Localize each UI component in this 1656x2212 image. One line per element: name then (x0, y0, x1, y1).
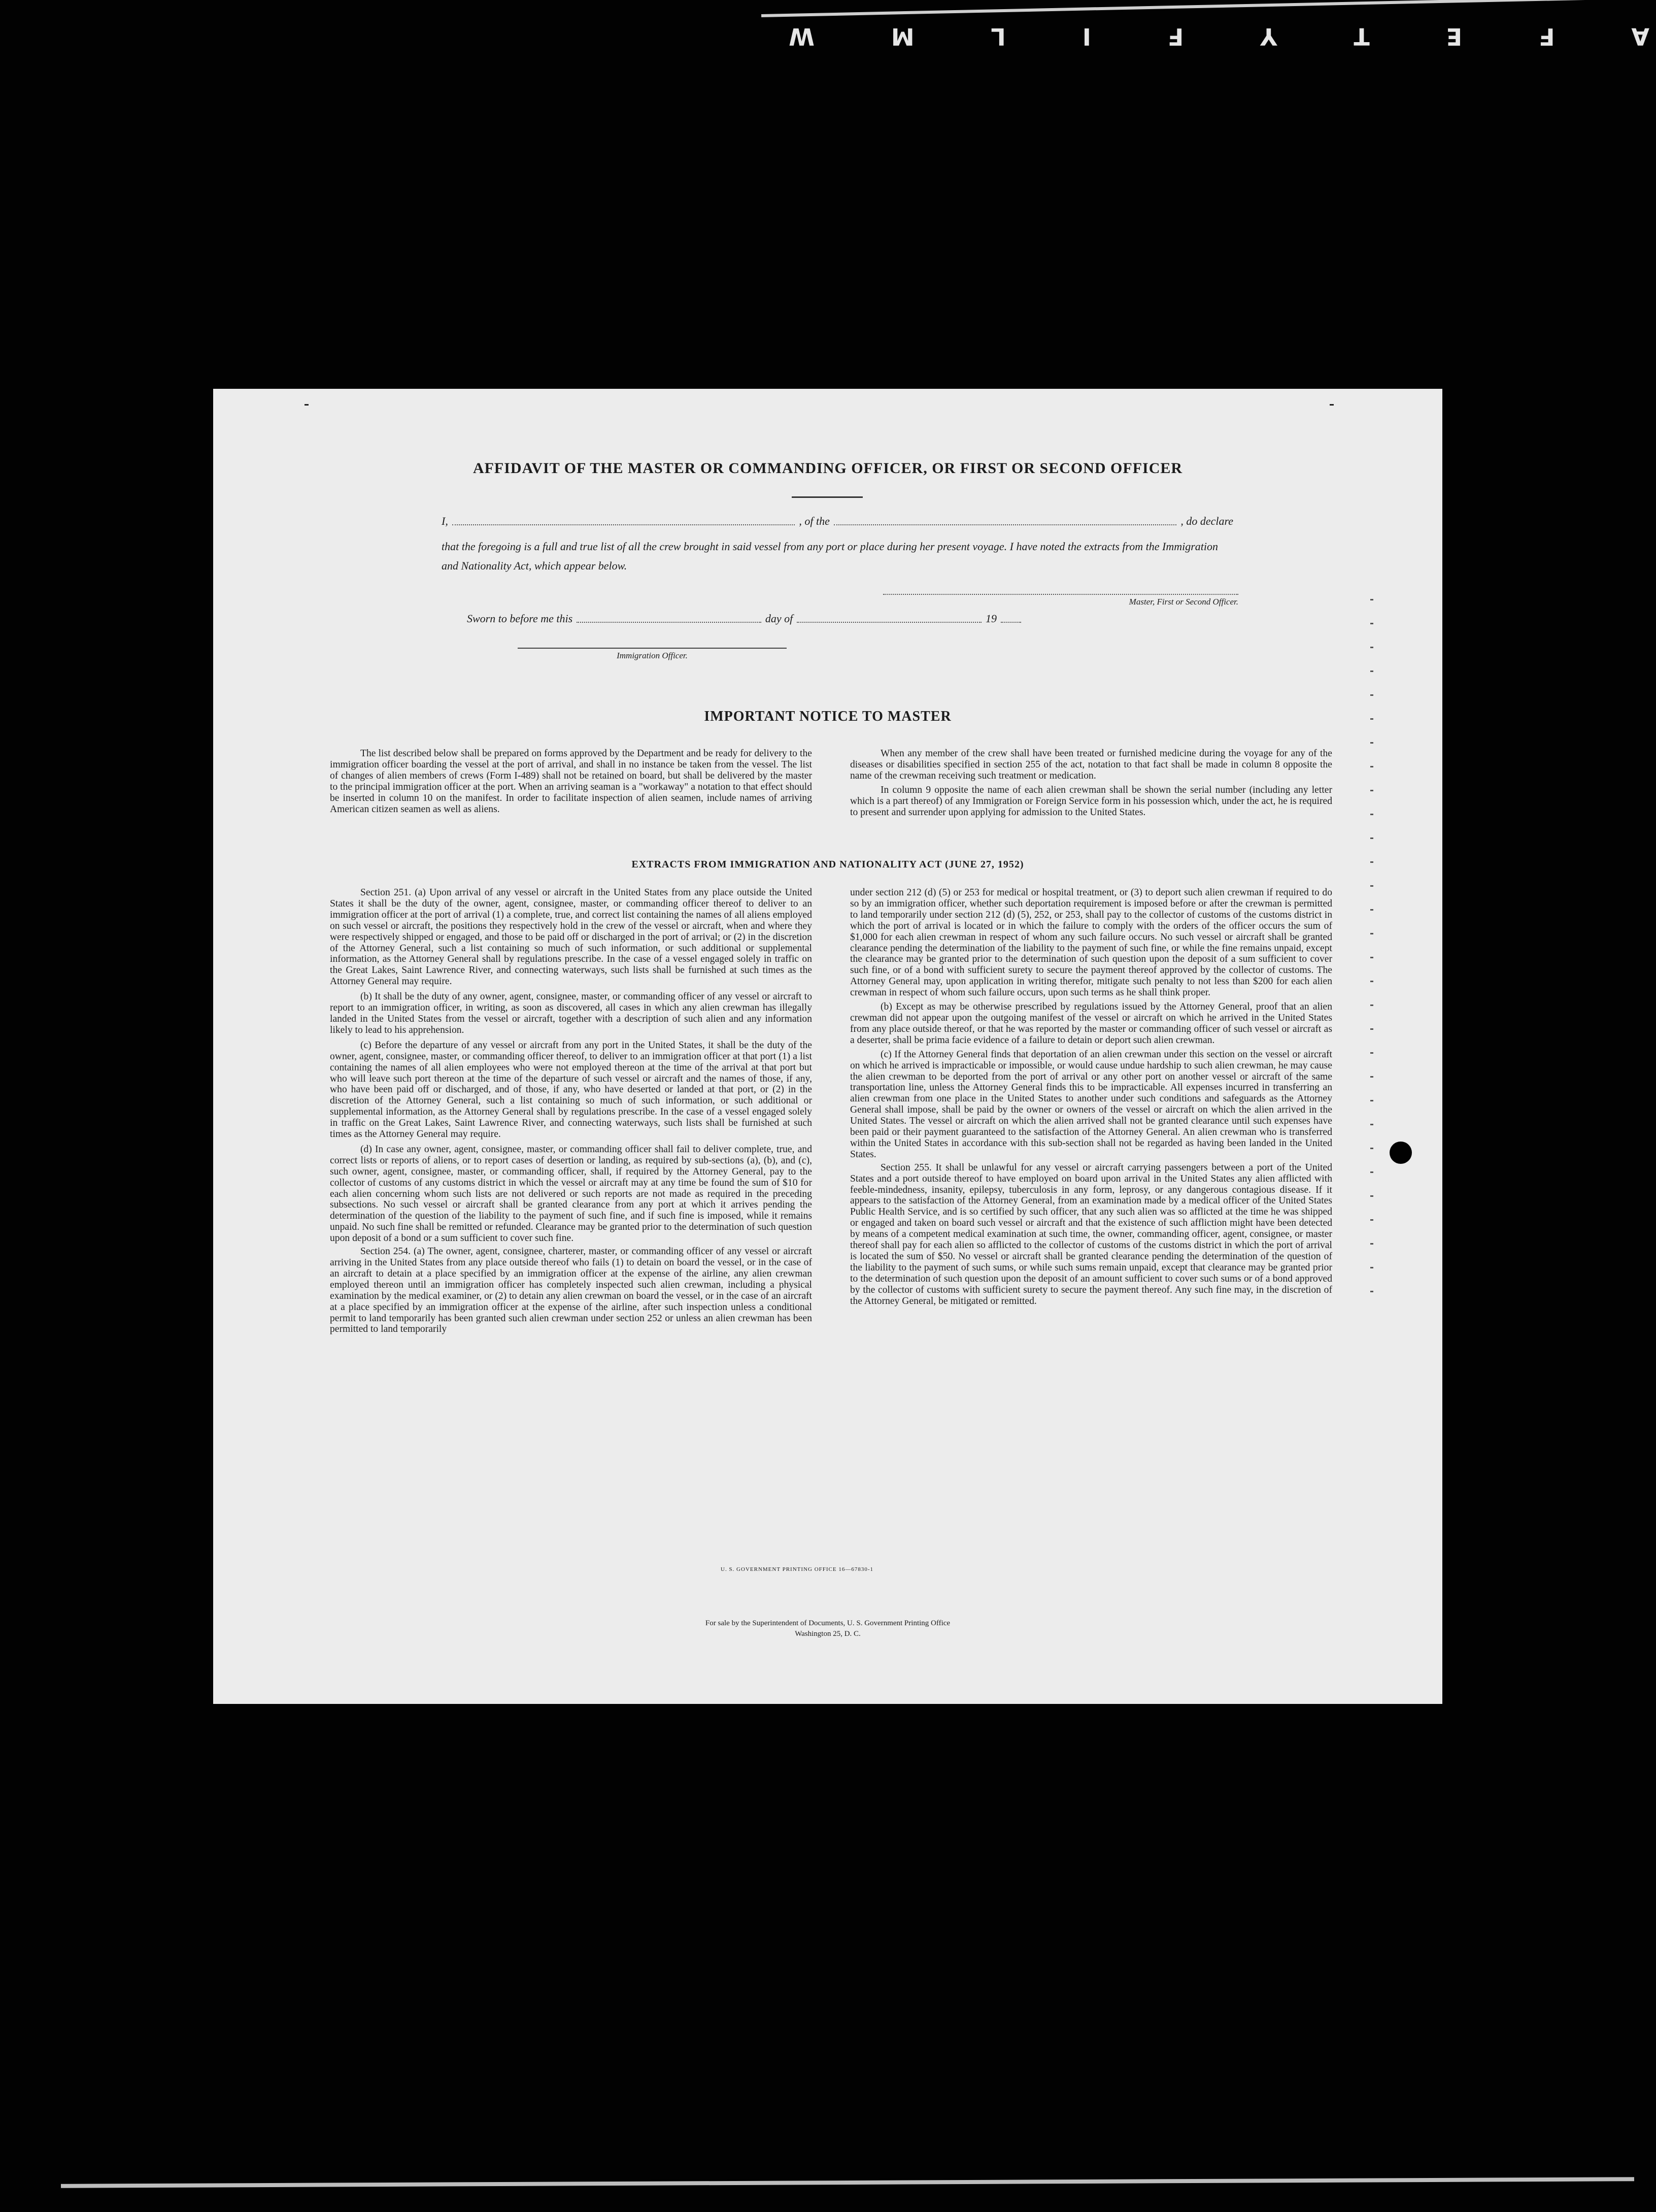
declaration-prefix: I, (442, 515, 448, 527)
notice-paragraph: In column 9 opposite the name of each alien crewman shall be shown the serial number (including any letter which is a part thereof) of any Immigration or Foreign Service form in his possession which, under the act, he is required to present and surrender upon applying for admission to the United States. (850, 784, 1332, 818)
sworn-month-blank (797, 622, 982, 623)
affidavit-title: AFFIDAVIT OF THE MASTER OR COMMANDING OFFICER, OR FIRST OR SECOND OFFICER (472, 460, 1183, 477)
film-edge-letters (787, 23, 1649, 50)
footer (213, 1618, 1442, 1639)
film-letter: L (989, 23, 1006, 50)
document-page (213, 389, 1442, 1704)
sworn-prefix: Sworn to before me this (467, 612, 573, 625)
sworn-day: day of (765, 612, 793, 625)
film-letter: A (1629, 23, 1649, 50)
master-signature-label: Master, First or Second Officer. (1129, 597, 1238, 607)
film-letter: F (1165, 23, 1184, 50)
declaration-suffix: , do declare (1180, 515, 1234, 527)
film-letter: T (1351, 23, 1370, 50)
film-letter: I (1080, 23, 1091, 50)
name-blank (452, 524, 795, 525)
extracts-right-column (850, 887, 1332, 1307)
master-signature-line (883, 594, 1238, 607)
film-letter: Y (1258, 23, 1277, 50)
film-letter: W (787, 23, 815, 50)
film-edge-line (761, 0, 1644, 17)
film-letter: F (1537, 23, 1555, 50)
extract-paragraph: (c) Before the departure of any vessel or aircraft from any port in the United States, it shall be the duty of the owner, agent, consignee, master, or commanding officer thereof, to deliver to an immigration officer at that port (1) a list containing the names of all alien employees who were not employed thereon at the time of the arrival at that port but who will leave such port thereon at the time of the departure of such vessel or aircraft and the names of those, if any, who have been paid off or discharged, and of those, if any, who have deserted or landed at that port, or (2) in the discretion of the Attorney General, such a list containing so much of such information, or such additional or supplemental information, as the Attorney General shall by regulations prescribe. In the case of a vessel engaged solely in traffic on the Great Lakes, Saint Lawrence River, and connecting waterways, such lists shall be furnished at such times as the Attorney General may require. (330, 1040, 812, 1140)
extract-paragraph: Section 255. It shall be unlawful for any vessel or aircraft carrying passengers between a port of the United States and a port outside thereof to have employed on board upon arrival in the United States any alien afflicted with feeble-mindedness, insanity, epilepsy, tuberculosis in any form, leprosy, or any dangerous contagious disease. If it appears to the satisfaction of the Attorney General, from an examination made by a medical officer of the United States Public Health Service, and is so certified by such officer, that any such alien was so afflicted at the time he was shipped or engaged and taken on board such vessel or aircraft and that the existence of such affliction might have been detected by means of a competent medical examination at such time, the owner, commanding officer, agent, consignee, or master thereof shall pay for each alien so afflicted to the collector of customs of the customs district in which the port of arrival is located the sum of $50. No vessel or aircraft shall be granted clearance pending the determination of the question of the liability to the payment of such sums, or while such sums remain unpaid, except that clearance may be granted prior to the determination of such question upon the deposit of an amount sufficient to cover such sums or of a bond approved by the collector of customs with sufficient surety to secure the payment thereof. Any such fine may, in the discretion of the Attorney General, be mitigated or remitted. (850, 1162, 1332, 1306)
extract-paragraph: Section 254. (a) The owner, agent, consignee, charterer, master, or commanding officer of any vessel or aircraft arriving in the United States from any place outside thereof who fails (1) to detain on board the vessel, or in the case of an aircraft to detain at a place specified by an immigration officer at the expense of the airline, any alien crewman employed thereon until an immigration officer has completely inspected such alien crewman, including a physical examination by the medical examiner, or (2) to detain any alien crewman on board the vessel, or in the case of an aircraft at a place specified by an immigration officer at the expense of the airline, after such inspection unless a conditional permit to land temporarily has been granted such alien crewman under section 252 or unless an alien crewman has been permitted to land temporarily (330, 1246, 812, 1335)
declaration-line (442, 515, 1233, 528)
officer-signature-label: Immigration Officer. (617, 651, 688, 660)
notice-paragraph: When any member of the crew shall have been treated or furnished medicine during the voyage for any of the diseases or disabilities specified in section 255 of the act, notation to that fact shall be made in column 8 opposite the name of the crewman receiving such treatment or medication. (850, 748, 1332, 781)
extracts-left-column (330, 887, 812, 1335)
printing-office-imprint: U. S. GOVERNMENT PRINTING OFFICE 16—67830-1 (721, 1566, 874, 1572)
notice-title: IMPORTANT NOTICE TO MASTER (704, 709, 952, 724)
margin-tick-marks (1370, 599, 1374, 1335)
film-letter: E (1444, 23, 1463, 50)
sworn-date-blank (577, 622, 761, 623)
title-rule (792, 496, 863, 498)
footer-line: Washington 25, D. C. (795, 1630, 861, 1638)
page-tick-mark (305, 404, 309, 406)
film-letter: M (889, 23, 915, 50)
declaration-text: that the foregoing is a full and true list of all the crew brought in said vessel from any port or place during her present voyage. I have noted the extracts from the Immigration and Nationality Act, which appear below. (442, 540, 1219, 572)
footer-line: For sale by the Superintendent of Documents, U. S. Government Printing Office (705, 1619, 951, 1627)
sworn-line (467, 612, 1025, 625)
extract-paragraph: (b) Except as may be otherwise prescribed by regulations issued by the Attorney General, proof that an alien crewman did not appear upon the outgoing manifest of the vessel or aircraft on which he arrived in the United States from any place outside thereof, or that he was reported by the master or commanding officer of such vessel or aircraft as a deserter, shall be prima facie evidence of a failure to detain or deport such alien crewman. (850, 1001, 1332, 1046)
notice-paragraph: The list described below shall be prepared on forms approved by the Department and be ready for delivery to the immigration officer boarding the vessel at the port of arrival, and shall in no instance be taken from the vessel. The list of changes of alien members of crews (Form I-489) shall not be retained on board, but shall be delivered by the master to the principal immigration officer at the port. When an arriving seaman is a "workaway" a notation to that effect should be inserted in column 10 on the manifest. In order to facilitate inspection of alien seamen, include names of arriving American citizen seamen as well as aliens. (330, 748, 812, 815)
notice-left-column (330, 748, 812, 815)
declaration-of-the: , of the (799, 515, 830, 527)
page-tick-mark (1330, 404, 1334, 406)
film-edge-strip (0, 0, 1656, 96)
punch-hole (1390, 1142, 1412, 1164)
vessel-blank (834, 524, 1177, 525)
film-bottom-edge (61, 2177, 1634, 2188)
notice-right-column (850, 748, 1332, 818)
extract-paragraph: under section 212 (d) (5) or 253 for medical or hospital treatment, or (3) to deport such alien crewman if required to do so by an immigration officer, whether such deportation requirement is imposed before or after the crewman is permitted to land temporarily under section 212 (d) (5), 252, or 253, shall pay to the collector of customs of the customs district in which the port of arrival is located or in which the failure to comply with the orders of the officer occurs the sum of $1,000 for each alien crewman in respect of whom any such failure occurs. No such vessel or aircraft shall be granted clearance pending the determination of the liability to the payment of such fine, or while the fine remains unpaid, except the clearance may be granted prior to the determination of such question upon the deposit of a sum sufficient to cover such fine, or of a bond with sufficient surety to secure the payment thereof approved by the collector of customs. The Attorney General may, upon application in writing therefor, mitigate such penalty to not less than $200 for each alien crewman in respect of whom such failure occurs, upon such terms as he shall think proper. (850, 887, 1332, 998)
extract-paragraph: Section 251. (a) Upon arrival of any vessel or aircraft in the United States from any place outside the United States it shall be the duty of the owner, agent, consignee, master, or commanding officer thereof to deliver to an immigration officer at the port of arrival (1) a complete, true, and correct list containing the names of all aliens employed on such vessel or aircraft, the positions they respectively hold in the crew of the vessel or aircraft, when and where they were respectively shipped or engaged, and those to be paid off or discharged in the port of arrival; or (2) in the discretion of the Attorney General, such a list containing so much of such information, or such additional or supplemental information, as the Attorney General shall by regulations prescribe. In the case of a vessel engaged solely in traffic on the Great Lakes, Saint Lawrence River, and connecting waterways, such lists shall be furnished at such times as the Attorney General may require. (330, 887, 812, 987)
extract-paragraph: (c) If the Attorney General finds that deportation of an alien crewman under this section on the vessel or aircraft on which he arrived is impracticable or impossible, or would cause undue hardship to such alien crewman, he may cause the alien crewman to be deported from the port of arrival or any other port on another vessel or aircraft of the same transportation line, unless the Attorney General finds this to be impracticable. All expenses incurred in transferring an alien crewman from one place in the United States to another under such conditions and safeguards as the Attorney General shall impose, shall be paid by the owner or owners of the vessel or aircraft on which the alien arrived in the United States. The vessel or aircraft on which the alien arrived shall not be granted clearance until such expenses have been paid or their payment guaranteed to the satisfaction of the Attorney General. An alien crewman who is transferred within the United States in accordance with this sub-section shall not be regarded as having been landed in the United States. (850, 1049, 1332, 1160)
extracts-title: EXTRACTS FROM IMMIGRATION AND NATIONALITY ACT (JUNE 27, 1952) (631, 859, 1024, 870)
officer-signature-line (518, 648, 787, 661)
extract-paragraph: (d) In case any owner, agent, consignee, master, or commanding officer shall fail to deliver complete, true, and correct lists or reports of aliens, or to report cases of desertion or landing, as required by sub-sections (a), (b), and (c), such owner, agent, consignee, master, or commanding officer, shall, if required by the Attorney General, pay to the collector of customs of any customs district in which the vessel or aircraft may at any time be found the sum of $10 for each alien concerning whom such lists are not delivered or such reports are not made as required in the preceding subsections. No such vessel or aircraft shall be granted clearance from any port at which it arrives pending the determination of the question of the liability to the payment of such fine, and if such fine is imposed, while it remains unpaid. No such fine shall be remitted or refunded. Clearance may be granted prior to the determination of such question upon deposit of a bond or a sum sufficient to cover such fine. (330, 1144, 812, 1244)
sworn-year: 19 (986, 612, 997, 625)
sworn-year-blank (1001, 622, 1021, 623)
extract-paragraph: (b) It shall be the duty of any owner, agent, consignee, master, or commanding officer of any vessel or aircraft to report to an immigration officer, in writing, as soon as discovered, all cases in which any alien crewman has illegally landed in the United States from the vessel or aircraft, together with a description of such alien and any information likely to lead to his apprehension. (330, 991, 812, 1035)
